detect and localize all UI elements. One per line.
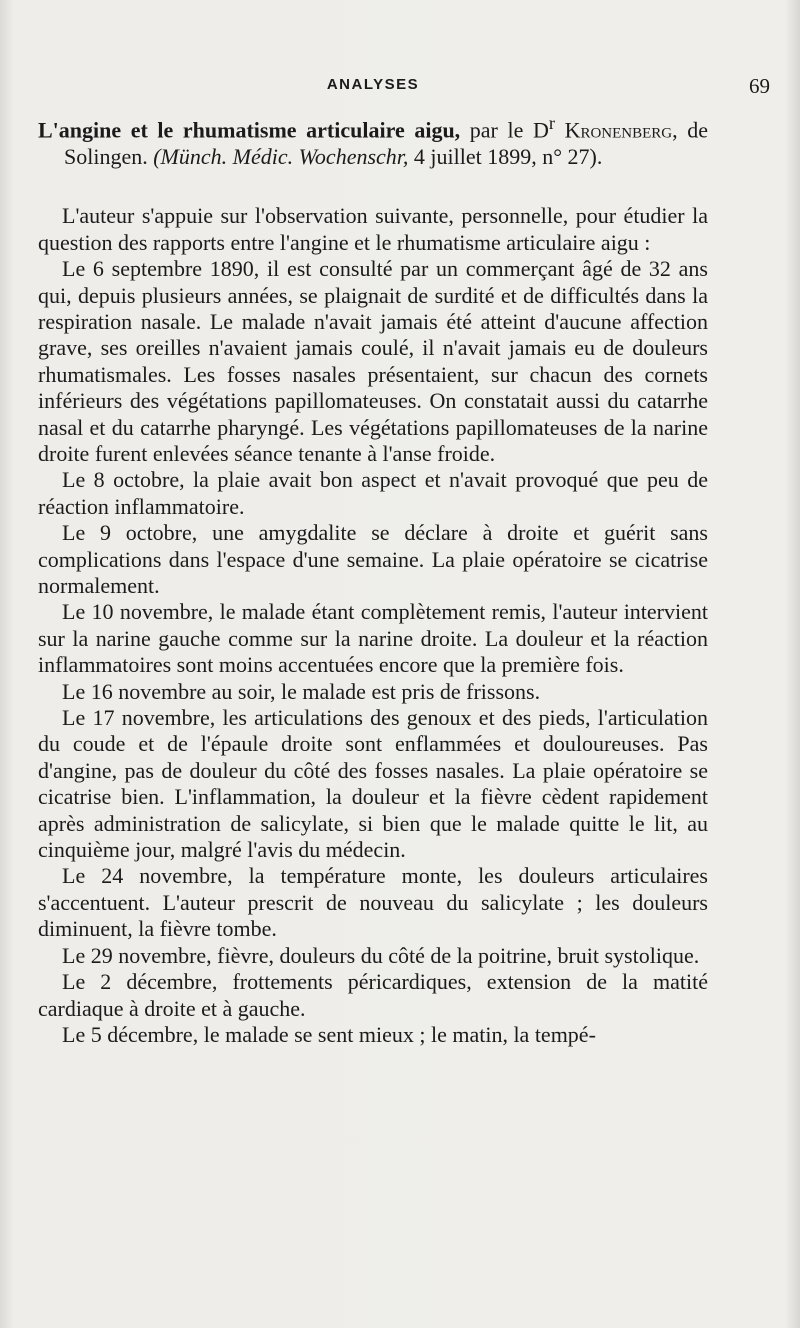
paragraph: Le 17 novembre, les articulations des genoux et des pieds, l'articulation du coude et de l'épaule droite sont enflammées et douloureuses. Pas d'angine, pas de douleur du côté des fosses nasales. La plaie opératoire se cicatrise bien. L'inflammation, la douleur et la fièvre cèdent rapidement après administration de salicylate, si bien que le malade quitte le lit, au cinquième jour, malgré l'avis du médecin. <box>38 705 708 863</box>
article-journal: (Münch. Médic. Wochenschr, <box>153 144 409 170</box>
paragraph: Le 29 novembre, fièvre, douleurs du côté de la poitrine, bruit systolique. <box>62 942 700 968</box>
paragraph: Le 6 septembre 1890, il est consulté par un commerçant âgé de 32 ans qui, depuis plusieurs années, se plaignait de surdité et de difficultés dans la respiration nasale. Le malade n'avait jamais été atteint d'aucune affection grave, ses oreilles n'avaient jamais coulé, il n'avait jamais eu de douleurs rhumatismales. Les fosses nasales présentaient, sur chacun des cornets inférieurs des végétations papillomateuses. On constatait aussi du catarrhe nasal et du catarrhe pharyngé. Les végétations papillomateuses de la narine droite furent enlevées séance tenante à l'anse froide. <box>38 256 708 466</box>
article-author: Kronenberg, <box>554 117 678 143</box>
page-number: 69 <box>749 74 770 98</box>
running-title: ANALYSES <box>326 76 420 93</box>
article-location: de Solingen. <box>64 117 709 170</box>
article-by: par le D <box>460 117 549 143</box>
paragraph: Le 24 novembre, la température monte, les douleurs articulaires s'accentuent. L'auteur prescrit de nouveau du salicylate ; les douleurs diminuent, la fièvre tombe. <box>38 863 708 942</box>
paragraph: Le 2 décembre, frottements péricardiques, extension de la matité cardiaque à droite et à gauche. <box>38 969 708 1021</box>
paragraph: Le 9 octobre, une amygdalite se déclare à droite et guérit sans complications dans l'espace d'une semaine. La plaie opératoire se cicatrise normalement. <box>38 520 708 599</box>
article-heading <box>38 110 708 170</box>
paragraph: Le 5 décembre, le malade se sent mieux ; le matin, la tempé- <box>62 1021 596 1047</box>
paragraph: Le 10 novembre, le malade étant complètement remis, l'auteur intervient sur la narine gauche comme sur la narine droite. La douleur et la réaction inflammatoires sont moins accentuées encore que la première fois. <box>38 599 708 678</box>
article-title: L'angine et le rhumatisme articulaire aigu, <box>38 117 461 143</box>
paragraph: Le 8 octobre, la plaie avait bon aspect et n'avait provoqué que peu de réaction inflammatoire. <box>38 467 708 519</box>
article-date: 4 juillet 1899, n° 27). <box>408 144 603 170</box>
article-by-sup: r <box>548 113 555 133</box>
running-header <box>38 62 770 98</box>
paragraph: Le 16 novembre au soir, le malade est pris de frissons. <box>62 678 541 704</box>
article-body <box>38 203 708 1048</box>
paragraph: L'auteur s'appuie sur l'observation suivante, personnelle, pour étudier la question des rapports entre l'angine et le rhumatisme articulaire aigu : <box>38 203 708 255</box>
